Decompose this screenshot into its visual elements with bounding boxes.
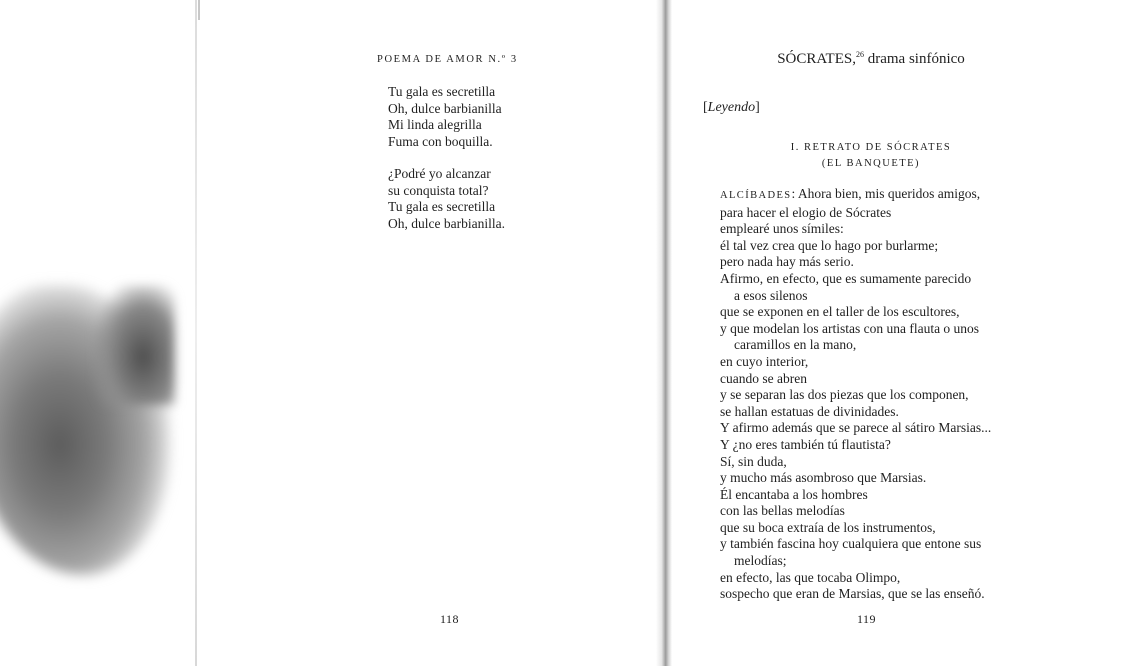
verse-line: cuando se abren bbox=[720, 370, 807, 386]
verse-line: y se separan las dos piezas que los componen, bbox=[720, 387, 969, 403]
verse-line: y también fascina hoy cualquiera que entone sus bbox=[720, 536, 982, 552]
poem-line: Fuma con boquilla. bbox=[388, 133, 493, 149]
section-title bbox=[670, 140, 1072, 172]
verse-line: Sí, sin duda, bbox=[720, 453, 787, 469]
verse-line: a esos silenos bbox=[734, 287, 808, 303]
verse-line: emplearé unos símiles: bbox=[720, 221, 844, 237]
poem-line: Oh, dulce barbianilla bbox=[388, 100, 502, 116]
drama-subtitle: drama sinfónico bbox=[863, 51, 965, 67]
verse-line: y que modelan los artistas con una flauta o unos bbox=[720, 320, 980, 336]
drama-title bbox=[670, 50, 1072, 68]
stage-direction-text: Leyendo bbox=[707, 100, 756, 115]
verse-line: se hallan estatuas de divinidades. bbox=[720, 403, 899, 419]
verse-line: sospecho que eran de Marsias, que se las enseñó. bbox=[720, 586, 985, 602]
speaker-name: ALCÍBADES bbox=[720, 190, 792, 201]
dialogue-verse bbox=[720, 186, 991, 603]
verse-line: con las bellas melodías bbox=[720, 503, 845, 519]
poem-stanza-2 bbox=[388, 166, 505, 232]
right-page bbox=[670, 0, 1140, 666]
verse-line: que se exponen en el taller de los escultores, bbox=[720, 304, 960, 320]
verse-line: Y ¿no eres también tú flautista? bbox=[720, 436, 891, 452]
verse-line: Y afirmo además que se parece al sátiro Marsias... bbox=[720, 420, 992, 436]
verse-line: para hacer el elogio de Sócrates bbox=[720, 204, 892, 220]
poem-line: Tu gala es secretilla bbox=[388, 84, 496, 99]
verse-line: y mucho más asombroso que Marsias. bbox=[720, 470, 927, 486]
verse-line: melodías; bbox=[734, 553, 787, 569]
footnote-ref: 26 bbox=[855, 50, 864, 59]
left-page bbox=[200, 0, 660, 666]
verse-line: Afirmo, en efecto, que es sumamente parecido bbox=[720, 270, 972, 286]
poem-line: su conquista total? bbox=[388, 182, 489, 198]
page-number-left: 118 bbox=[440, 612, 460, 626]
stage-direction: [Leyendo] bbox=[703, 100, 760, 115]
drama-title-main: SÓCRATES, bbox=[777, 51, 856, 67]
verse-line: él tal vez crea que lo hago por burlarme; bbox=[720, 237, 939, 253]
poem-line: ¿Podré yo alcanzar bbox=[388, 166, 491, 181]
verse-line: pero nada hay más serio. bbox=[720, 254, 854, 270]
verse-line: en cuyo interior, bbox=[720, 353, 809, 369]
poem-line: Mi linda alegrilla bbox=[388, 117, 482, 133]
verse-line: Él encantaba a los hombres bbox=[720, 486, 868, 502]
page-number-right: 119 bbox=[857, 612, 877, 626]
blurred-thumb-tip bbox=[95, 285, 175, 405]
section-title-line-1: I. RETRATO DE SÓCRATES bbox=[790, 142, 952, 153]
poem-line: Tu gala es secretilla bbox=[388, 199, 496, 215]
verse-line-text: : Ahora bien, mis queridos amigos, bbox=[791, 186, 981, 201]
poem-stanza-1 bbox=[388, 84, 502, 150]
poem-title: POEMA DE AMOR N.º 3 bbox=[377, 54, 518, 65]
verse-line: caramillos en la mano, bbox=[734, 337, 857, 353]
poem-line: Oh, dulce barbianilla. bbox=[388, 215, 505, 231]
left-page-edge bbox=[195, 0, 197, 666]
verse-line: que su boca extraía de los instrumentos, bbox=[720, 519, 936, 535]
verse-line bbox=[720, 186, 991, 205]
section-title-line-2: (EL BANQUETE) bbox=[821, 158, 921, 169]
verse-line: en efecto, las que tocaba Olimpo, bbox=[720, 569, 901, 585]
